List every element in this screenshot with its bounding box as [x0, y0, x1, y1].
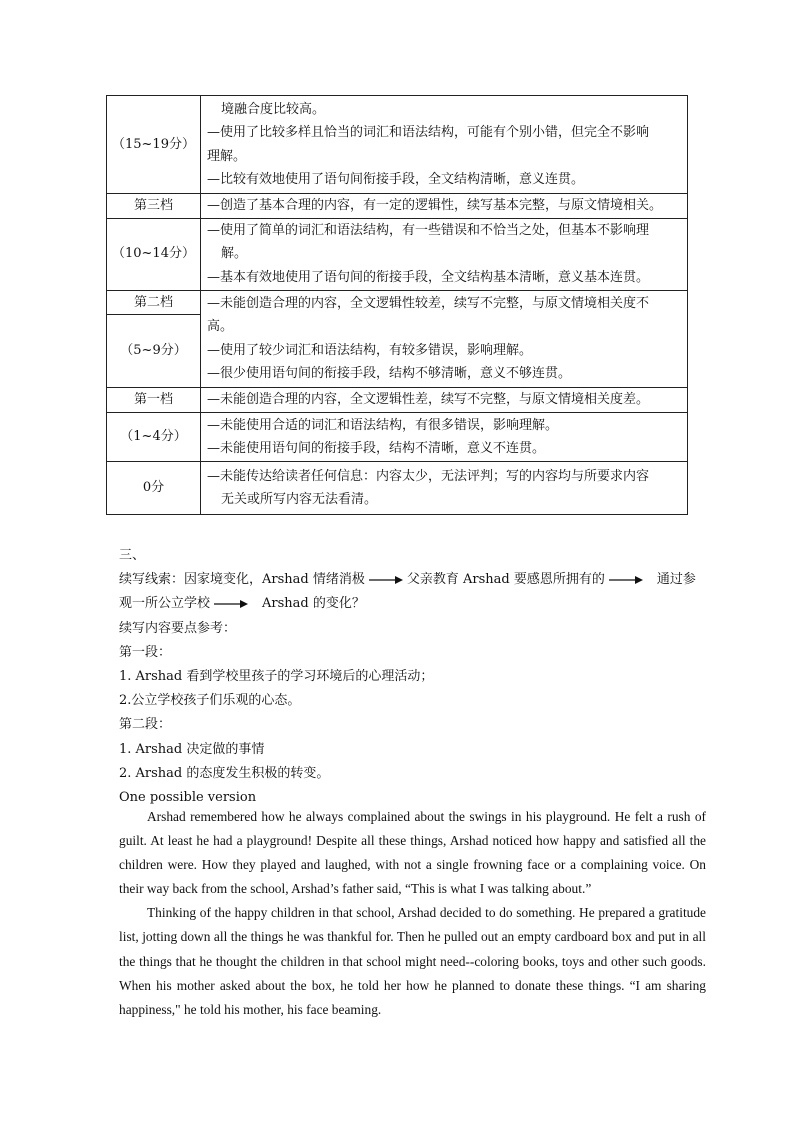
- rubric-row-level1: [107, 413, 688, 462]
- rubric-line: 境融合度比较高。: [221, 101, 326, 117]
- rubric-line: —使用了较少词汇和语法结构，有较多错误，影响理解。: [207, 342, 533, 358]
- clue-step-4: Arshad 的变化？: [262, 596, 365, 612]
- rubric-line: 理解。: [207, 148, 247, 164]
- level-label-cell: 第二档: [107, 290, 201, 315]
- level-label-cell: 第三档: [107, 194, 201, 219]
- clue-step-2: 父亲教育 Arshad 要感恩所拥有的: [406, 572, 605, 588]
- version-label: One possible version: [119, 790, 257, 806]
- rubric-line: —未能创造合理的内容，全文逻辑性差，续写不完整，与原文情境相关度差。: [207, 392, 650, 408]
- rubric-line: 无关或所写内容无法看清。: [221, 492, 378, 507]
- rubric-row-level1-header: [107, 388, 688, 413]
- rubric-description-cell: [201, 413, 688, 462]
- level-label-cell: 第一档: [107, 388, 201, 413]
- rubric-line: —创造了基本合理的内容，有一定的逻辑性，续写基本完整，与原文情境相关。: [207, 198, 663, 213]
- sample-essay: [119, 805, 706, 1022]
- rubric-row-level3-header: [107, 194, 688, 219]
- rubric-line: —未能创造合理的内容，全文逻辑性较差，续写不完整，与原文情境相关度不: [207, 295, 650, 311]
- para2-point-2: 2. Arshad 的态度发生积极的转变。: [119, 765, 330, 781]
- score-range-cell: （10~14分）: [107, 218, 201, 290]
- score-range-cell: （5~9分）: [107, 315, 201, 388]
- rubric-line: —未能使用合适的词汇和语法结构，有很多错误，影响理解。: [207, 417, 559, 433]
- rubric-line: —使用了简单的词汇和语法结构，有一些错误和不恰当之处，但基本不影响理: [207, 222, 650, 238]
- clue-step-3-cont: 观一所公立学校: [119, 596, 211, 612]
- essay-paragraph-1: Arshad remembered how he always complained about the swings in his playground. He felt a rush of guilt. At least he had a playground! Despite all these things, Arshad noticed how happy and satisfied all the children were. How they played and laughed, with not a single frowning face or a complaining voice. On their way back from the school, Arshad’s father said, “This is what I was talking about.”: [119, 809, 706, 897]
- rubric-line: —使用了比较多样且恰当的词汇和语法结构，可能有个别小错，但完全不影响: [207, 125, 650, 140]
- rubric-description-cell: [201, 388, 688, 413]
- scoring-rubric-table: [106, 95, 688, 515]
- rubric-description-cell: [201, 218, 688, 290]
- rubric-line: —未能传达给读者任何信息：内容太少，无法评判；写的内容均与所要求内容: [207, 468, 650, 484]
- rubric-description-cell: [201, 462, 688, 515]
- section-three: [119, 544, 719, 810]
- rubric-row-level0: [107, 462, 688, 515]
- level-label-cell: 0分: [107, 462, 201, 515]
- rubric-line: —未能使用语句间的衔接手段，结构不清晰，意义不连贯。: [207, 441, 546, 456]
- rubric-description-cell: [201, 96, 688, 194]
- rubric-row-level2-header: [107, 290, 688, 315]
- clue-step-3: 通过参: [656, 572, 696, 588]
- clue-line-2: [119, 592, 719, 616]
- section-heading: 三、: [119, 548, 146, 563]
- para1-point-2: 2.公立学校孩子们乐观的心态。: [119, 693, 301, 709]
- clue-line-1: [119, 568, 719, 592]
- para1-heading: 第一段：: [119, 644, 172, 660]
- essay-paragraph-2: Thinking of the happy children in that school, Arshad decided to do something. He prepared a gratitude list, jotting down all the things he was thankful for. Then he pulled out an empty cardboard box and put in all the things that he thought the children in that school might need--coloring books, toys and other such goods. When his mother asked about the box, he told her how he planned to donate these things. “I am sharing happiness," he told his mother, his face beaming.: [119, 905, 706, 1017]
- rubric-line: —基本有效地使用了语句间的衔接手段，全文结构基本清晰，意义基本连贯。: [207, 269, 650, 285]
- key-points-label: 续写内容要点参考：: [119, 620, 237, 636]
- right-arrow-icon: [214, 599, 248, 609]
- rubric-line: —比较有效地使用了语句间衔接手段，全文结构清晰，意义连贯。: [207, 172, 585, 187]
- rubric-row-level3: [107, 218, 688, 290]
- para1-point-1: 1. Arshad 看到学校里孩子的学习环境后的心理活动；: [119, 669, 434, 685]
- right-arrow-icon: [609, 575, 643, 585]
- rubric-row-level4: [107, 96, 688, 194]
- right-arrow-icon: [369, 575, 403, 585]
- rubric-line: 解。: [221, 246, 248, 262]
- score-range-cell: （15~19分）: [107, 96, 201, 194]
- rubric-description-cell: [201, 194, 688, 219]
- para2-heading: 第二段：: [119, 717, 172, 733]
- para2-point-1: 1. Arshad 决定做的事情: [119, 741, 265, 757]
- rubric-description-cell: [201, 290, 688, 388]
- rubric-line: —很少使用语句间的衔接手段，结构不够清晰，意义不够连贯。: [207, 366, 572, 382]
- rubric-line: 高。: [207, 319, 234, 335]
- score-range-cell: （1~4分）: [107, 413, 201, 462]
- clue-label: 续写线索：因家境变化，Arshad 情绪消极: [119, 572, 365, 588]
